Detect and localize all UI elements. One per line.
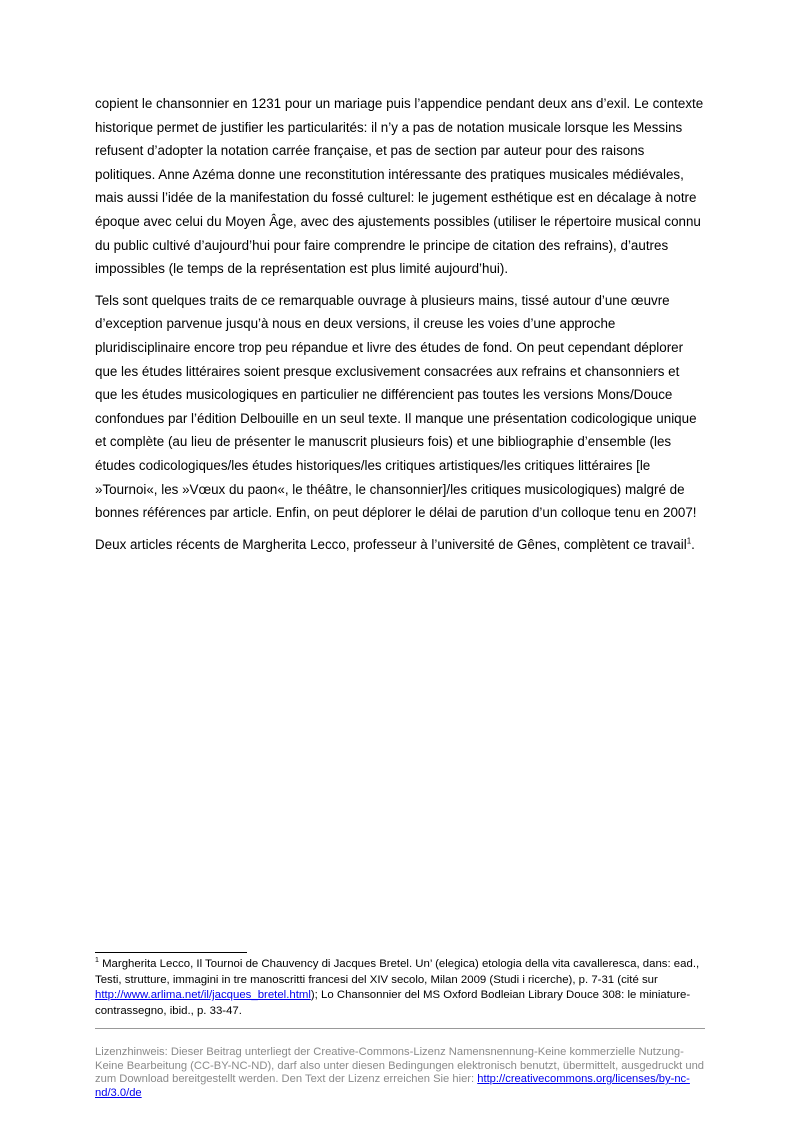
license-notice (95, 1046, 705, 1100)
license-text: Lizenzhinweis: Dieser Beitrag unterliegt der Creative-Commons-Lizenz Namensnennung-Keine kommerzielle Nutzung-Keine Bearbeitung (CC-BY-NC-ND), darf also unter diesen Bedingungen elektronisch benutzt, übermittelt, ausgedruckt und zum Download bereitgestellt werden. Den Text der Lizenz erreichen Sie hier: (95, 1046, 705, 1086)
paragraph-2: Tels sont quelques traits de ce remarquable ouvrage à plusieurs mains, tissé autour d’une œuvre d’exception parvenue jusqu’à nous en deux versions, il creuse les voies d’une approche pluridisciplinaire encore trop peu répandue et livre des études de fond. On peut cependant déplorer que les études littéraires soient presque exclusivement consacrées aux refrains et chansonniers et que les études musicologiques en particulier ne différencient pas toutes les versions Mons/Douce confondues par l’édition Delbouille en un seul texte. Il manque une présentation codicologique unique et complète (au lieu de présenter le manuscrit plusieurs fois) et une bibliographie d’ensemble (les études codicologiques/les études historiques/les critiques artistiques/les critiques littéraires [le »Tournoi«, les »Vœux du paon«, le théâtre, le chansonnier]/les critiques musicologiques) malgré de bonnes références par article. Enfin, on peut déplorer le délai de parution d’un colloque tenu en 2007! (95, 292, 697, 521)
footnote-text-before: Margherita Lecco, Il Tournoi de Chauvency di Jacques Bretel. Un’ (elegica) etologia della vita cavalleresca, dans: ead., Testi, strutture, immagini in tre manoscritti francesi del XIV secolo, Milan 2009 (Studi i ricerche), p. 7-31 (cité sur (95, 958, 700, 986)
footnote-1 (95, 957, 705, 1019)
footnote-number: 1 (95, 957, 99, 965)
paragraph-3 (95, 533, 705, 557)
footnote-reference[interactable]: 1 (686, 536, 692, 546)
body-text (95, 92, 705, 564)
paragraph-1: copient le chansonnier en 1231 pour un mariage puis l’appendice pendant deux ans d’exil. Le contexte historique permet de justifier les particularités: il n’y a pas de notation musicale lorsque les Messins refusent d’adopter la notation carrée française, et pas de section par auteur pour des raisons politiques. Anne Azéma donne une reconstitution intéressante des pratiques musicales médiévales, mais aussi l’idée de la manifestation du fossé culturel: le jugement esthétique est en décalage à notre époque avec celui du Moyen Âge, avec des ajustements possibles (utiliser le répertoire musical connu du public cultivé d’aujourd’hui pour faire comprendre le principe de citation des refrains), d’autres impossibles (le temps de la représentation est plus limité aujourd’hui). (95, 96, 704, 277)
license-paragraph (95, 1046, 705, 1100)
footnote-text-after: ); Lo Chansonnier del MS Oxford Bodleian Library Douce 308: le miniature-contrassegno, ibid., p. 33-47. (95, 989, 691, 1017)
footnote (95, 957, 705, 1019)
paragraph-3-end: . (691, 536, 695, 552)
footnote-separator (95, 952, 247, 953)
paragraph-3-text: Deux articles récents de Margherita Lecco, professeur à l’université de Gênes, complètent ce travail (95, 536, 687, 552)
license-separator (95, 1028, 705, 1029)
arlima-link[interactable]: http://www.arlima.net/il/jacques_bretel.html (95, 989, 311, 1002)
license-link[interactable]: http://creativecommons.org/licenses/by-nc-nd/3.0/de (95, 1073, 690, 1099)
